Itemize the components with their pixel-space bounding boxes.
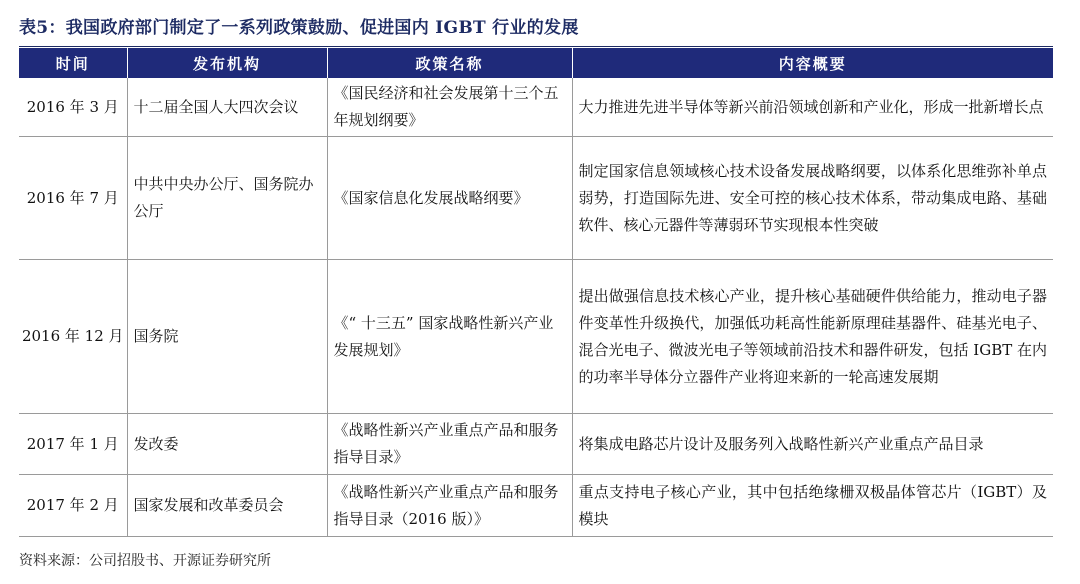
table-row xyxy=(19,78,1053,137)
table-row xyxy=(19,137,1053,260)
header-policy-name: 政策名称 xyxy=(327,48,572,78)
header-row xyxy=(19,48,1053,78)
cell-content: 将集成电路芯片设计及服务列入战略性新兴产业重点产品目录 xyxy=(572,414,1053,475)
cell-policy-name: 《战略性新兴产业重点产品和服务指导目录》 xyxy=(327,414,572,475)
cell-org: 十二届全国人大四次会议 xyxy=(127,78,327,137)
cell-content: 制定国家信息领域核心技术设备发展战略纲要，以体系化思维弥补单点弱势，打造国际先进、安全可控的核心技术体系，带动集成电路、基础软件、核心元器件等薄弱环节实现根本性突破 xyxy=(572,137,1053,260)
header-org: 发布机构 xyxy=(127,48,327,78)
cell-time: 2017 年 2 月 xyxy=(19,475,127,537)
cell-policy-name: 《国民经济和社会发展第十三个五年规划纲要》 xyxy=(327,78,572,137)
table-row xyxy=(19,260,1053,414)
table-row xyxy=(19,414,1053,475)
table-title: 表5：我国政府部门制定了一系列政策鼓励、促进国内 IGBT 行业的发展 xyxy=(19,18,579,38)
cell-content: 重点支持电子核心产业，其中包括绝缘栅双极晶体管芯片（IGBT）及模块 xyxy=(572,475,1053,537)
cell-org: 发改委 xyxy=(127,414,327,475)
policy-table xyxy=(19,48,1053,537)
header-content: 内容概要 xyxy=(572,48,1053,78)
cell-time: 2016 年 3 月 xyxy=(19,78,127,137)
cell-time: 2017 年 1 月 xyxy=(19,414,127,475)
cell-policy-name: 《战略性新兴产业重点产品和服务指导目录（2016 版）》 xyxy=(327,475,572,537)
cell-content: 提出做强信息技术核心产业，提升核心基础硬件供给能力，推动电子器件变革性升级换代，加强低功耗高性能新原理硅基器件、硅基光电子、混合光电子、微波光电子等领域前沿技术和器件研发，包括 IGBT 在内的功率半导体分立器件产业将迎来新的一轮高速发展期 xyxy=(572,260,1053,414)
cell-org: 中共中央办公厅、国务院办公厅 xyxy=(127,137,327,260)
cell-time: 2016 年 12 月 xyxy=(19,260,127,414)
cell-time: 2016 年 7 月 xyxy=(19,137,127,260)
cell-policy-name: 《国家信息化发展战略纲要》 xyxy=(327,137,572,260)
cell-policy-name: 《“ 十三五” 国家战略性新兴产业发展规划》 xyxy=(327,260,572,414)
title-divider xyxy=(19,46,1053,47)
source-note: 资料来源：公司招股书、开源证券研究所 xyxy=(19,553,271,569)
cell-org: 国务院 xyxy=(127,260,327,414)
table-row xyxy=(19,475,1053,537)
cell-org: 国家发展和改革委员会 xyxy=(127,475,327,537)
cell-content: 大力推进先进半导体等新兴前沿领域创新和产业化，形成一批新增长点 xyxy=(572,78,1053,137)
header-time: 时间 xyxy=(19,48,127,78)
